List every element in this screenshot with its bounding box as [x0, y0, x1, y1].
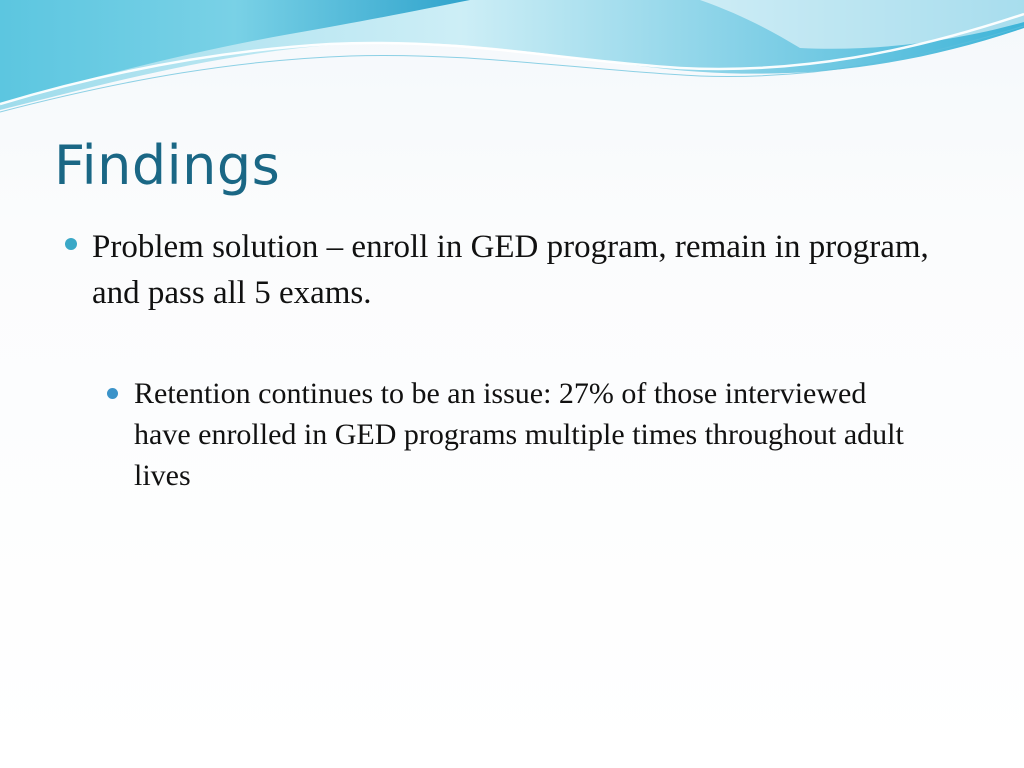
bullet-text: Problem solution – enroll in GED program, remain in program, and pass all 5 exams.: [92, 229, 929, 311]
sub-bullet-text: Retention continues to be an issue: 27% of those interviewed have enrolled in GED programs multiple times throughout adult lives: [134, 377, 904, 492]
slide-title: Findings: [54, 134, 281, 197]
sub-bullet-dot-icon: [107, 388, 118, 399]
wave-header-decoration: [0, 0, 1024, 130]
bullet-dot-icon: [65, 238, 77, 250]
